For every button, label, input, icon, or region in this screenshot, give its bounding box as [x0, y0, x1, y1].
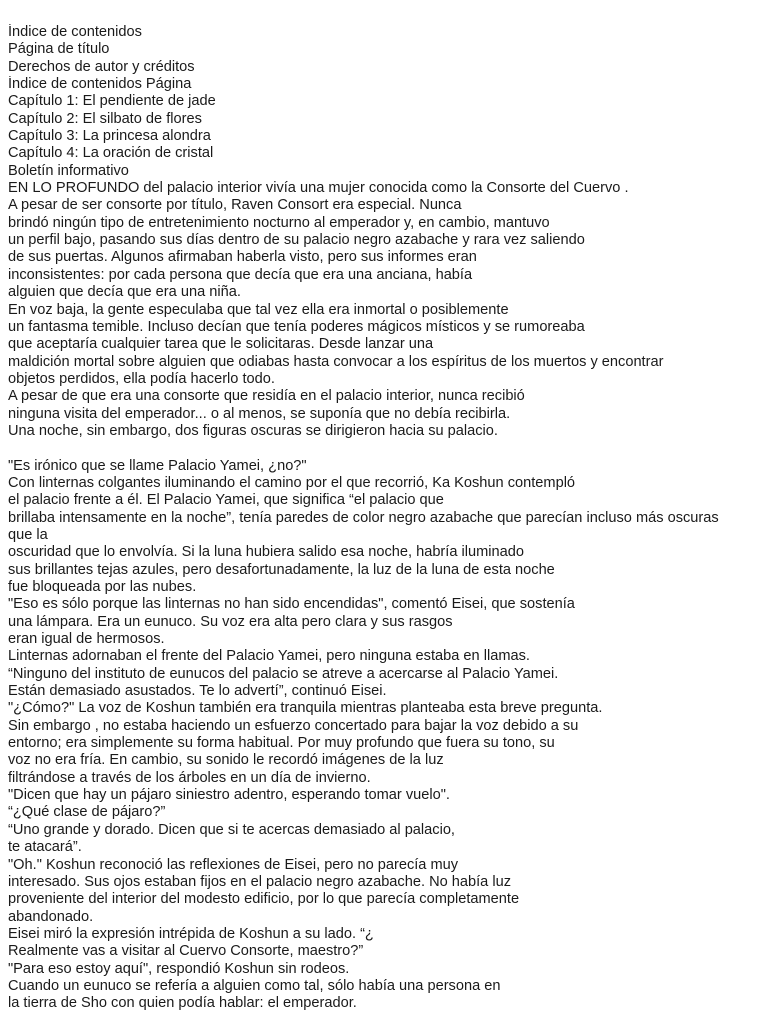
- text-line: fue bloqueada por las nubes.: [8, 579, 197, 595]
- text-line: "Eso es sólo porque las linternas no han sido encendidas", comentó Eisei, que sostenía: [8, 596, 575, 613]
- text-line: Cuando un eunuco se refería a alguien como tal, sólo había una persona en: [8, 977, 501, 994]
- text-line: Una noche, sin embargo, dos figuras oscuras se dirigieron hacia su palacio.: [8, 422, 498, 439]
- text-line: alguien que decía que era una niña.: [8, 284, 241, 301]
- text-line: entorno; era simplemente su forma habitual. Por muy profundo que fuera su tono, su: [8, 735, 555, 752]
- text-line: Sin embargo , no estaba haciendo un esfuerzo concertado para bajar la voz debido a su: [8, 717, 579, 734]
- text-line: Índice de contenidos Página: [8, 76, 192, 93]
- text-line: filtrándose a través de los árboles en un día de invierno.: [8, 769, 371, 786]
- text-line: te atacará”.: [8, 839, 82, 856]
- text-line: A pesar de que era una consorte que residía en el palacio interior, nunca recibió: [8, 388, 525, 405]
- text-line: A pesar de ser consorte por título, Raven Consort era especial. Nunca: [8, 197, 462, 214]
- text-line: Página de título: [8, 41, 110, 58]
- text-line: eran igual de hermosos.: [8, 631, 165, 648]
- text-line: “Ninguno del instituto de eunucos del palacio se atreve a acercarse al Palacio Yamei.: [8, 665, 559, 682]
- text-line: sus brillantes tejas azules, pero desafortunadamente, la luz de la luna de esta noche: [8, 561, 555, 578]
- text-line: Boletín informativo: [8, 162, 129, 179]
- text-line: Con linternas colgantes iluminando el camino por el que recorrió, Ka Koshun contempló: [8, 474, 576, 491]
- blank-line: [8, 440, 764, 457]
- text-line: interesado. Sus ojos estaban fijos en el palacio negro azabache. No había luz: [8, 873, 512, 890]
- text-line: voz no era fría. En cambio, su sonido le recordó imágenes de la luz: [8, 752, 444, 769]
- text-line: Eisei miró la expresión intrépida de Koshun a su lado. “¿: [8, 925, 374, 942]
- text-line: "Para eso estoy aquí", respondió Koshun sin rodeos.: [8, 960, 350, 977]
- text-line: Linternas adornaban el frente del Palacio Yamei, pero ninguna estaba en llamas.: [8, 648, 530, 665]
- text-line: un fantasma temible. Incluso decían que tenía poderes mágicos místicos y se rumoreaba: [8, 318, 585, 335]
- text-line: "Oh." Koshun reconoció las reflexiones de Eisei, pero no parecía muy: [8, 856, 459, 873]
- text-line: "Dicen que hay un pájaro siniestro adentro, esperando tomar vuelo".: [8, 787, 450, 804]
- text-line: Índice de contenidos: [8, 24, 142, 40]
- text-line: maldición mortal sobre alguien que odiabas hasta convocar a los espíritus de los muertos y encontrar: [8, 353, 664, 370]
- text-line: que aceptaría cualquier tarea que le solicitaras. Desde lanzar una: [8, 336, 434, 353]
- text-line: brindó ningún tipo de entretenimiento nocturno al emperador y, en cambio, mantuvo: [8, 214, 550, 231]
- text-line: Están demasiado asustados. Te lo advertí”, continuó Eisei.: [8, 683, 387, 700]
- text-line: Derechos de autor y créditos: [8, 58, 195, 75]
- text-line: Capítulo 1: El pendiente de jade: [8, 93, 216, 110]
- text-line: Capítulo 4: La oración de cristal: [8, 145, 214, 162]
- text-line: EN LO PROFUNDO del palacio interior vivía una mujer conocida como la Consorte del Cuervo .: [8, 180, 629, 197]
- text-line: Capítulo 2: El silbato de flores: [8, 110, 202, 127]
- text-line: inconsistentes: por cada persona que decía que era una anciana, había: [8, 266, 473, 283]
- text-line: objetos perdidos, ella podía hacerlo todo.: [8, 370, 275, 387]
- text-line: Capítulo 3: La princesa alondra: [8, 128, 211, 145]
- document-page: [8, 24, 764, 1013]
- text-line: oscuridad que lo envolvía. Si la luna hubiera salido esa noche, habría iluminado: [8, 544, 524, 561]
- text-line: el palacio frente a él. El Palacio Yamei, que significa “el palacio que: [8, 492, 444, 509]
- text-line: “Uno grande y dorado. Dicen que si te acercas demasiado al palacio,: [8, 821, 455, 838]
- text-line: de sus puertas. Algunos afirmaban haberla visto, pero sus informes eran: [8, 249, 477, 266]
- text-line: En voz baja, la gente especulaba que tal vez ella era inmortal o posiblemente: [8, 301, 509, 318]
- text-line: brillaba intensamente en la noche”, tenía paredes de color negro azabache que parecían incluso más oscuras: [8, 509, 719, 526]
- text-line: "Es irónico que se llame Palacio Yamei, ¿no?": [8, 457, 307, 474]
- text-line: un perfil bajo, pasando sus días dentro de su palacio negro azabache y rara vez saliendo: [8, 232, 585, 249]
- text-line: la tierra de Sho con quien podía hablar: el emperador.: [8, 995, 357, 1012]
- text-line: proveniente del interior del modesto edificio, por lo que parecía completamente: [8, 891, 520, 908]
- text-line: que la: [8, 526, 48, 543]
- text-line: “¿Qué clase de pájaro?”: [8, 804, 166, 821]
- text-line: una lámpara. Era un eunuco. Su voz era alta pero clara y sus rasgos: [8, 613, 453, 630]
- text-line: ninguna visita del emperador... o al menos, se suponía que no debía recibirla.: [8, 405, 511, 422]
- text-line: Realmente vas a visitar al Cuervo Consorte, maestro?”: [8, 943, 364, 960]
- text-line: "¿Cómo?" La voz de Koshun también era tranquila mientras planteaba esta breve pregunta.: [8, 700, 603, 717]
- text-line: abandonado.: [8, 908, 94, 925]
